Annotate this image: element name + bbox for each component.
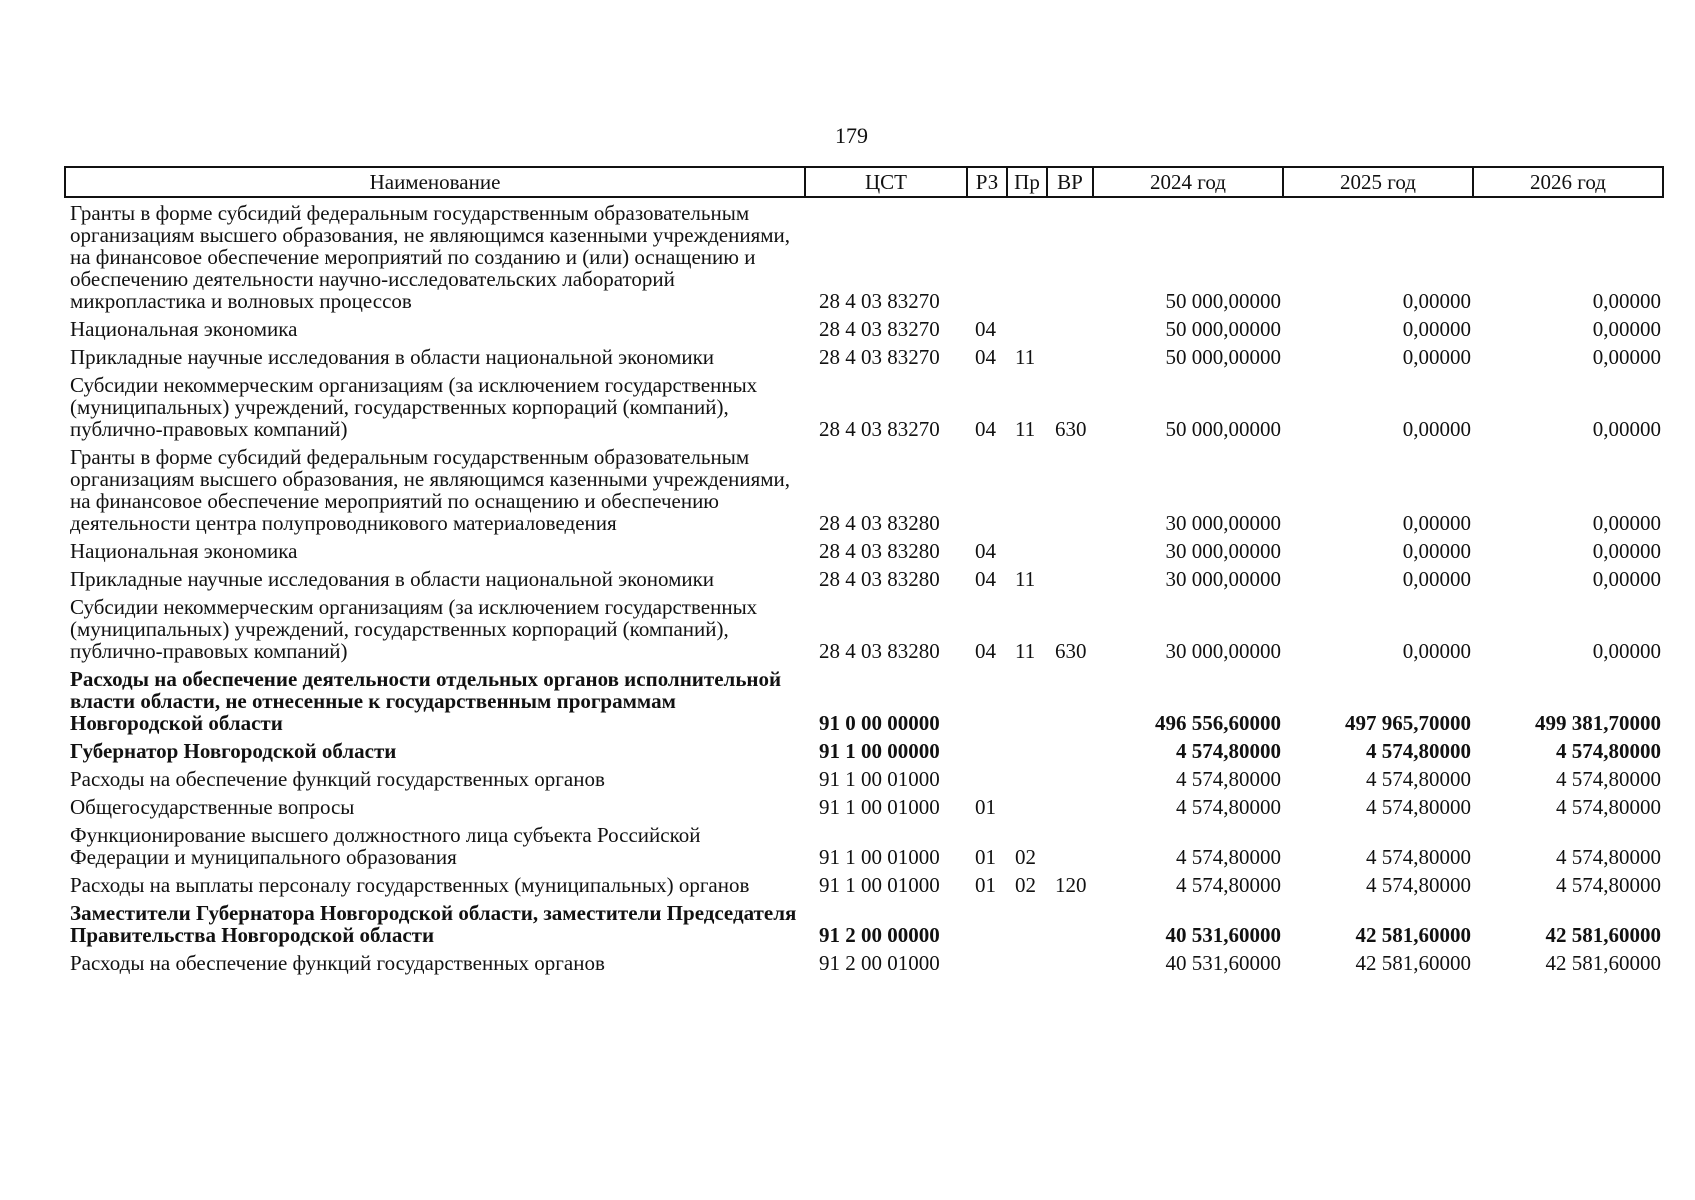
- row-name-cell: Гранты в форме субсидий федеральным государственным образовательным организациям высшего образования, не являющимся казенными учреждениями, на финансовое обеспечение мероприятий по созданию и (или) оснащению и обеспечению деятельности научно-исследовательских лабораторий микропластика и волновых процессов: [70, 201, 791, 313]
- header-2025: 2025 год: [1283, 167, 1473, 197]
- row-rz-cell: [967, 764, 1007, 792]
- row-2025-value: 0,00000: [1402, 639, 1471, 663]
- row-vr-cell: [1047, 314, 1093, 342]
- row-2024-value: 496 556,60000: [1155, 711, 1281, 735]
- row-2025-value: 42 581,60000: [1355, 951, 1471, 975]
- row-2025-value: 497 965,70000: [1345, 711, 1471, 735]
- row-pr-cell: [1007, 314, 1047, 342]
- row-rz-cell: 04: [975, 345, 996, 369]
- table-row: [65, 870, 1663, 898]
- row-rz-cell: [967, 736, 1007, 764]
- row-name-cell: Национальная экономика: [70, 539, 298, 563]
- row-vr-cell: 120: [1055, 873, 1087, 897]
- row-cst-cell: 28 4 03 83280: [819, 539, 940, 563]
- row-cst-cell: 91 1 00 00000: [819, 739, 940, 763]
- row-2026-value: 4 574,80000: [1556, 845, 1661, 869]
- row-2024-value: 4 574,80000: [1176, 845, 1281, 869]
- row-pr-cell: [1007, 948, 1047, 976]
- row-vr-cell: [1047, 764, 1093, 792]
- row-2024-value: 30 000,00000: [1165, 639, 1281, 663]
- row-2026-value: 0,00000: [1592, 567, 1661, 591]
- row-cst-cell: 91 1 00 01000: [819, 845, 940, 869]
- header-2026: 2026 год: [1473, 167, 1663, 197]
- row-2026-value: 4 574,80000: [1556, 795, 1661, 819]
- budget-table: [64, 166, 1664, 976]
- table-row: [65, 564, 1663, 592]
- row-vr-cell: [1047, 197, 1093, 314]
- row-vr-cell: [1047, 820, 1093, 870]
- table-row: [65, 736, 1663, 764]
- header-cst: ЦСТ: [805, 167, 967, 197]
- row-vr-cell: [1047, 564, 1093, 592]
- header-name: Наименование: [65, 167, 805, 197]
- row-2024-value: 30 000,00000: [1165, 539, 1281, 563]
- row-2026-value: 0,00000: [1592, 639, 1661, 663]
- header-rz: РЗ: [967, 167, 1007, 197]
- row-name-cell: Субсидии некоммерческим организациям (за исключением государственных (муниципальных) учреждений, государственных корпораций (компаний), публично-правовых компаний): [70, 373, 758, 441]
- table-row: [65, 536, 1663, 564]
- row-pr-cell: [1007, 764, 1047, 792]
- row-name-cell: Расходы на обеспечение функций государственных органов: [70, 767, 605, 791]
- row-rz-cell: 04: [975, 417, 996, 441]
- row-name-cell: Национальная экономика: [70, 317, 298, 341]
- row-cst-cell: 28 4 03 83270: [819, 417, 940, 441]
- row-2026-value: 4 574,80000: [1556, 739, 1661, 763]
- table-row: [65, 948, 1663, 976]
- table-row: [65, 197, 1663, 314]
- row-2025-value: 0,00000: [1402, 417, 1471, 441]
- row-2024-value: 30 000,00000: [1165, 567, 1281, 591]
- row-cst-cell: 91 1 00 01000: [819, 767, 940, 791]
- row-name-cell: Расходы на обеспечение функций государственных органов: [70, 951, 605, 975]
- page-number: 179: [835, 123, 868, 148]
- row-rz-cell: [967, 948, 1007, 976]
- row-cst-cell: 91 1 00 01000: [819, 873, 940, 897]
- row-rz-cell: [967, 442, 1007, 536]
- row-2026-value: 0,00000: [1592, 345, 1661, 369]
- table-row: [65, 898, 1663, 948]
- row-rz-cell: 01: [975, 873, 996, 897]
- row-2024-value: 4 574,80000: [1176, 767, 1281, 791]
- row-2025-value: 4 574,80000: [1366, 739, 1471, 763]
- row-2024-value: 4 574,80000: [1176, 873, 1281, 897]
- table-row: [65, 792, 1663, 820]
- table-row: [65, 442, 1663, 536]
- row-name-cell: Заместители Губернатора Новгородской области, заместители Председателя Правительства Новгородской области: [70, 901, 797, 947]
- row-rz-cell: [967, 197, 1007, 314]
- row-2025-value: 0,00000: [1402, 345, 1471, 369]
- row-2025-value: 4 574,80000: [1366, 845, 1471, 869]
- row-vr-cell: [1047, 736, 1093, 764]
- row-vr-cell: [1047, 948, 1093, 976]
- row-pr-cell: [1007, 736, 1047, 764]
- row-name-cell: Субсидии некоммерческим организациям (за исключением государственных (муниципальных) учреждений, государственных корпораций (компаний), публично-правовых компаний): [70, 595, 758, 663]
- table-body: [65, 197, 1663, 976]
- row-2024-value: 40 531,60000: [1165, 951, 1281, 975]
- row-2026-value: 0,00000: [1592, 317, 1661, 341]
- header-pr: Пр: [1007, 167, 1047, 197]
- row-name-cell: Гранты в форме субсидий федеральным государственным образовательным организациям высшего образования, не являющимся казенными учреждениями, на финансовое обеспечение мероприятий по оснащению и обеспечению деятельности центра полупроводникового материаловедения: [70, 445, 791, 535]
- table-row: [65, 664, 1663, 736]
- row-rz-cell: 04: [975, 317, 996, 341]
- row-2025-value: 0,00000: [1402, 567, 1471, 591]
- table-row: [65, 820, 1663, 870]
- row-2025-value: 4 574,80000: [1366, 767, 1471, 791]
- row-2024-value: 4 574,80000: [1176, 795, 1281, 819]
- row-2024-value: 50 000,00000: [1165, 345, 1281, 369]
- row-2025-value: 0,00000: [1402, 511, 1471, 535]
- row-pr-cell: 02: [1015, 873, 1036, 897]
- table-header-row: [65, 167, 1663, 197]
- row-pr-cell: [1007, 536, 1047, 564]
- row-2026-value: 0,00000: [1592, 417, 1661, 441]
- row-2025-value: 0,00000: [1402, 289, 1471, 313]
- row-cst-cell: 28 4 03 83280: [819, 511, 940, 535]
- row-name-cell: Функционирование высшего должностного лица субъекта Российской Федерации и муниципального образования: [70, 823, 701, 869]
- row-2026-value: 0,00000: [1592, 539, 1661, 563]
- row-name-cell: Общегосударственные вопросы: [70, 795, 355, 819]
- row-2026-value: 42 581,60000: [1545, 951, 1661, 975]
- row-cst-cell: 28 4 03 83270: [819, 289, 940, 313]
- row-cst-cell: 91 2 00 00000: [819, 923, 940, 947]
- row-2025-value: 4 574,80000: [1366, 873, 1471, 897]
- row-2024-value: 50 000,00000: [1165, 317, 1281, 341]
- row-2025-value: 42 581,60000: [1355, 923, 1471, 947]
- row-2024-value: 40 531,60000: [1165, 923, 1281, 947]
- row-rz-cell: 01: [975, 795, 996, 819]
- row-vr-cell: [1047, 536, 1093, 564]
- row-2026-value: 499 381,70000: [1535, 711, 1661, 735]
- row-pr-cell: [1007, 792, 1047, 820]
- row-pr-cell: [1007, 898, 1047, 948]
- row-cst-cell: 91 0 00 00000: [819, 711, 940, 735]
- row-rz-cell: [967, 664, 1007, 736]
- row-pr-cell: 11: [1015, 639, 1036, 663]
- row-2026-value: 0,00000: [1592, 511, 1661, 535]
- table-row: [65, 592, 1663, 664]
- table-row: [65, 342, 1663, 370]
- row-vr-cell: [1047, 898, 1093, 948]
- row-name-cell: Губернатор Новгородской области: [70, 739, 397, 763]
- row-vr-cell: 630: [1055, 639, 1087, 663]
- header-2024: 2024 год: [1093, 167, 1283, 197]
- row-cst-cell: 91 2 00 01000: [819, 951, 940, 975]
- row-name-cell: Расходы на обеспечение деятельности отдельных органов исполнительной власти области, не отнесенные к государственным программам Новгородской области: [70, 667, 782, 735]
- row-vr-cell: 630: [1055, 417, 1087, 441]
- table-row: [65, 764, 1663, 792]
- row-pr-cell: 11: [1015, 567, 1036, 591]
- row-vr-cell: [1047, 442, 1093, 536]
- row-vr-cell: [1047, 342, 1093, 370]
- row-pr-cell: [1007, 442, 1047, 536]
- row-pr-cell: [1007, 197, 1047, 314]
- row-name-cell: Прикладные научные исследования в области национальной экономики: [70, 345, 715, 369]
- row-rz-cell: 04: [975, 539, 996, 563]
- row-2024-value: 50 000,00000: [1165, 417, 1281, 441]
- row-name-cell: Расходы на выплаты персоналу государственных (муниципальных) органов: [70, 873, 750, 897]
- row-cst-cell: 28 4 03 83280: [819, 639, 940, 663]
- row-2025-value: 0,00000: [1402, 539, 1471, 563]
- row-2025-value: 0,00000: [1402, 317, 1471, 341]
- row-cst-cell: 28 4 03 83280: [819, 567, 940, 591]
- row-cst-cell: 28 4 03 83270: [819, 317, 940, 341]
- row-pr-cell: 02: [1015, 845, 1036, 869]
- row-vr-cell: [1047, 664, 1093, 736]
- row-vr-cell: [1047, 792, 1093, 820]
- header-vr: ВР: [1047, 167, 1093, 197]
- row-rz-cell: 04: [975, 639, 996, 663]
- row-pr-cell: [1007, 664, 1047, 736]
- table-row: [65, 314, 1663, 342]
- row-rz-cell: [967, 898, 1007, 948]
- row-2026-value: 4 574,80000: [1556, 873, 1661, 897]
- row-2025-value: 4 574,80000: [1366, 795, 1471, 819]
- row-name-cell: Прикладные научные исследования в области национальной экономики: [70, 567, 715, 591]
- row-rz-cell: 01: [975, 845, 996, 869]
- table-row: [65, 370, 1663, 442]
- row-2026-value: 4 574,80000: [1556, 767, 1661, 791]
- row-pr-cell: 11: [1015, 345, 1036, 369]
- row-cst-cell: 91 1 00 01000: [819, 795, 940, 819]
- row-2026-value: 0,00000: [1592, 289, 1661, 313]
- row-pr-cell: 11: [1015, 417, 1036, 441]
- row-2024-value: 50 000,00000: [1165, 289, 1281, 313]
- row-2024-value: 30 000,00000: [1165, 511, 1281, 535]
- row-rz-cell: 04: [975, 567, 996, 591]
- row-2026-value: 42 581,60000: [1545, 923, 1661, 947]
- row-cst-cell: 28 4 03 83270: [819, 345, 940, 369]
- row-2024-value: 4 574,80000: [1176, 739, 1281, 763]
